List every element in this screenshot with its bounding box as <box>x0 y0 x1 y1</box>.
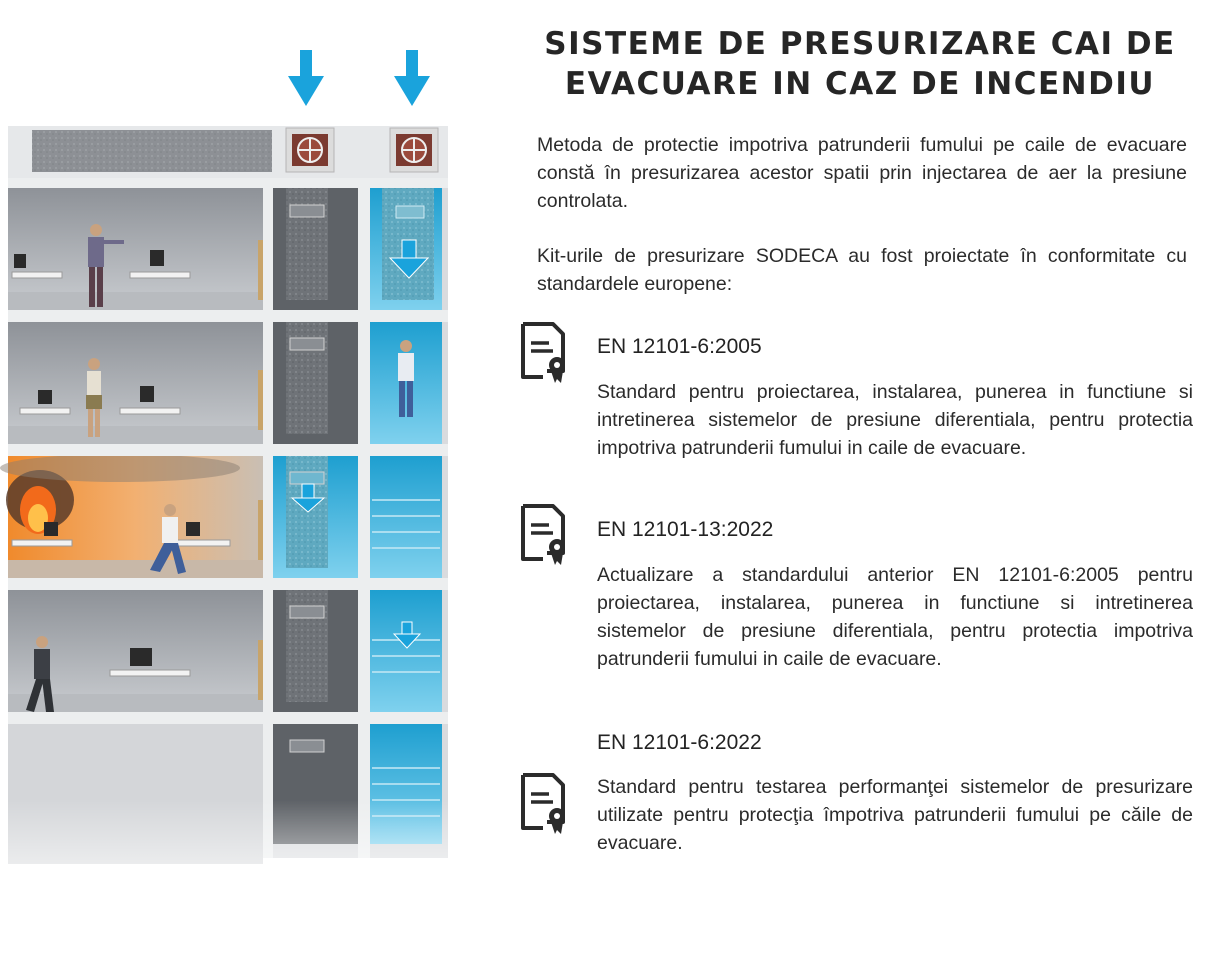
certificate-icon <box>519 772 571 836</box>
standard-title: EN 12101-6:2022 <box>597 731 762 754</box>
staircase-shaft <box>370 188 442 844</box>
certificate-icon <box>519 321 571 385</box>
air-inflow-arrow-2 <box>394 50 430 106</box>
fan-unit-2 <box>390 128 438 172</box>
pressurization-shaft <box>273 188 358 844</box>
intro-paragraph-2: Kit-urile de presurizare SODECA au fost proiectate în conformitate cu standardele europene: <box>537 245 1187 295</box>
standard-title: EN 12101-13:2022 <box>597 518 774 541</box>
air-inflow-arrow-1 <box>288 50 324 106</box>
fan-unit-1 <box>286 128 334 172</box>
standard-description: Standard pentru proiectarea, instalarea, punerea in functiune si intretinerea sistemelor de presiune diferentiala, pentru protectia impotriva patrunderii fumului in caile de evacuare. <box>597 381 1193 459</box>
building-pressurization-illustration <box>0 40 455 920</box>
intro-paragraph-1: Metoda de protectie impotriva patrunderii fumului pe caile de evacuare constă în presurizarea acestor spatii prin injectarea de aer la presiune controlata. <box>537 134 1187 212</box>
certificate-icon <box>519 503 571 567</box>
floor-3-office <box>8 322 263 444</box>
page-title: SISTEME DE PRESURIZARE CAI DE EVACUARE IN CAZ DE INCENDIU <box>544 26 1176 102</box>
floor-2-office-fire <box>0 454 263 578</box>
standard-title: EN 12101-6:2005 <box>597 335 762 358</box>
floor-4-office <box>8 188 263 310</box>
standard-description: Actualizare a standardului anterior EN 12101-6:2005 pentru proiectarea, instalarea, punerea in functiune si intretinerea sistemelor de presiune diferentiala, pentru protectia impotriva patrunderii fumului in caile de evacuare. <box>597 564 1193 670</box>
standard-description: Standard pentru testarea performanţei sistemelor de presurizare utilizate pentru protecţia împotriva patrunderii fumului pe căile de evacuare. <box>597 776 1193 854</box>
